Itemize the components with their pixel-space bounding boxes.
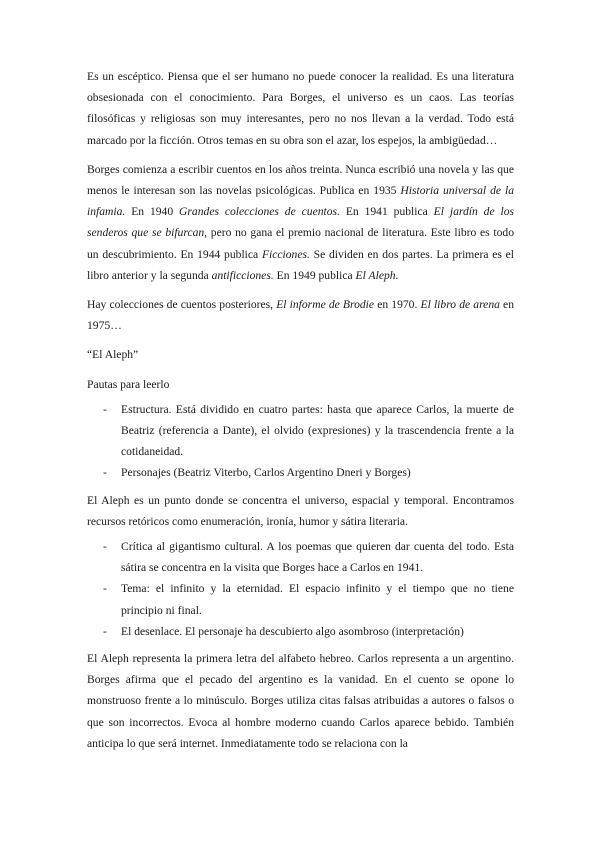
bullet-marker: - xyxy=(103,540,107,554)
list-item: - Personajes (Beatriz Viterbo, Carlos Argentino Dneri y Borges) xyxy=(87,462,514,483)
paragraph-aleph-point: El Aleph es un punto donde se concentra el universo, espacial y temporal. Encontramos recursos retóricos como enumeración, ironía, humor y sátira literaria. xyxy=(87,493,514,528)
bullet-list-themes xyxy=(87,536,514,642)
title-el-aleph: El Aleph. xyxy=(355,268,399,282)
bullet-marker: - xyxy=(103,466,107,480)
bullet-marker: - xyxy=(103,402,107,416)
bullet-marker: - xyxy=(103,582,107,596)
paragraph-skepticism: Es un escéptico. Piensa que el ser humano no puede conocer la realidad. Es una literatura obsesionada con el conocimiento. Para Borges, el universo es un caos. Las teorías filosóficas y religiosas son muy interesantes, pero no nos llevan a la verdad. Todo está marcado por la ficción. Otros temas en su obra son el azar, los espejos, la ambigüedad… xyxy=(87,70,514,147)
list-item: - Tema: el infinito y la eternidad. El espacio infinito y el tiempo que no tiene principio ni final. xyxy=(87,578,514,620)
list-item: - El desenlace. El personaje ha descubierto algo asombroso (interpretación) xyxy=(87,621,514,642)
title-libro-arena: El libro de arena xyxy=(420,298,500,312)
heading-pautas: Pautas para leerlo xyxy=(87,377,170,391)
paragraph-borges-works: Borges comienza a escribir cuentos en los años treinta. Nunca escribió una novela y las que menos le interesan son las novelas psicológicas. Publica en 1935 Historia universal de la infamia. En 1940 Grandes colecciones de cuentos. En 1941 publica El jardín de los senderos que se bifurcan, pero no gana el premio nacional de literatura. Este libro es todo un descubrimiento. En 1944 publica Ficciones. Se dividen en dos partes. La primera es el libro anterior y la segunda antificciones. En 1949 publica El Aleph. xyxy=(87,162,514,282)
paragraph-aleph-hebrew: El Aleph representa la primera letra del alfabeto hebreo. Carlos representa a un argentino. Borges afirma que el pecado del argentino es la vanidad. En el cuento se opone lo monstruoso frente a lo minúsculo. Borges utiliza citas falsas atribuidas a autores o falsos o que son incorrectos. Evoca al hombre moderno cuando Carlos aparece bebido. También anticipa lo que será internet. Inmediatamente todo se relaciona con la xyxy=(87,652,514,750)
bullet-marker: - xyxy=(103,624,107,638)
title-ficciones: Ficciones. xyxy=(261,247,310,261)
title-grandes-colecciones: Grandes colecciones de cuentos. xyxy=(179,205,340,219)
title-informe-brodie: El informe de Brodie xyxy=(276,298,375,312)
heading-el-aleph: “El Aleph” xyxy=(87,348,139,362)
document-page xyxy=(87,66,514,762)
title-jardin-senderos: El jardín de los senderos que se bifurcan, xyxy=(87,205,514,240)
bullet-list-pautas xyxy=(87,399,514,484)
list-item: - Estructura. Está dividido en cuatro partes: hasta que aparece Carlos, la muerte de Beatriz (referencia a Dante), el olvido (expresiones) y la trascendencia frente a la cotidaneidad. xyxy=(87,399,514,463)
title-antificciones: antificciones. xyxy=(211,268,274,282)
paragraph-later-collections: Hay colecciones de cuentos posteriores, El informe de Brodie en 1970. El libro de arena en 1975… xyxy=(87,298,515,333)
title-historia-universal: Historia universal de la infamia. xyxy=(87,184,514,219)
list-item: - Crítica al gigantismo cultural. A los poemas que quieren dar cuenta del todo. Esta sátira se concentra en la visita que Borges hace a Carlos en 1941. xyxy=(87,536,514,578)
